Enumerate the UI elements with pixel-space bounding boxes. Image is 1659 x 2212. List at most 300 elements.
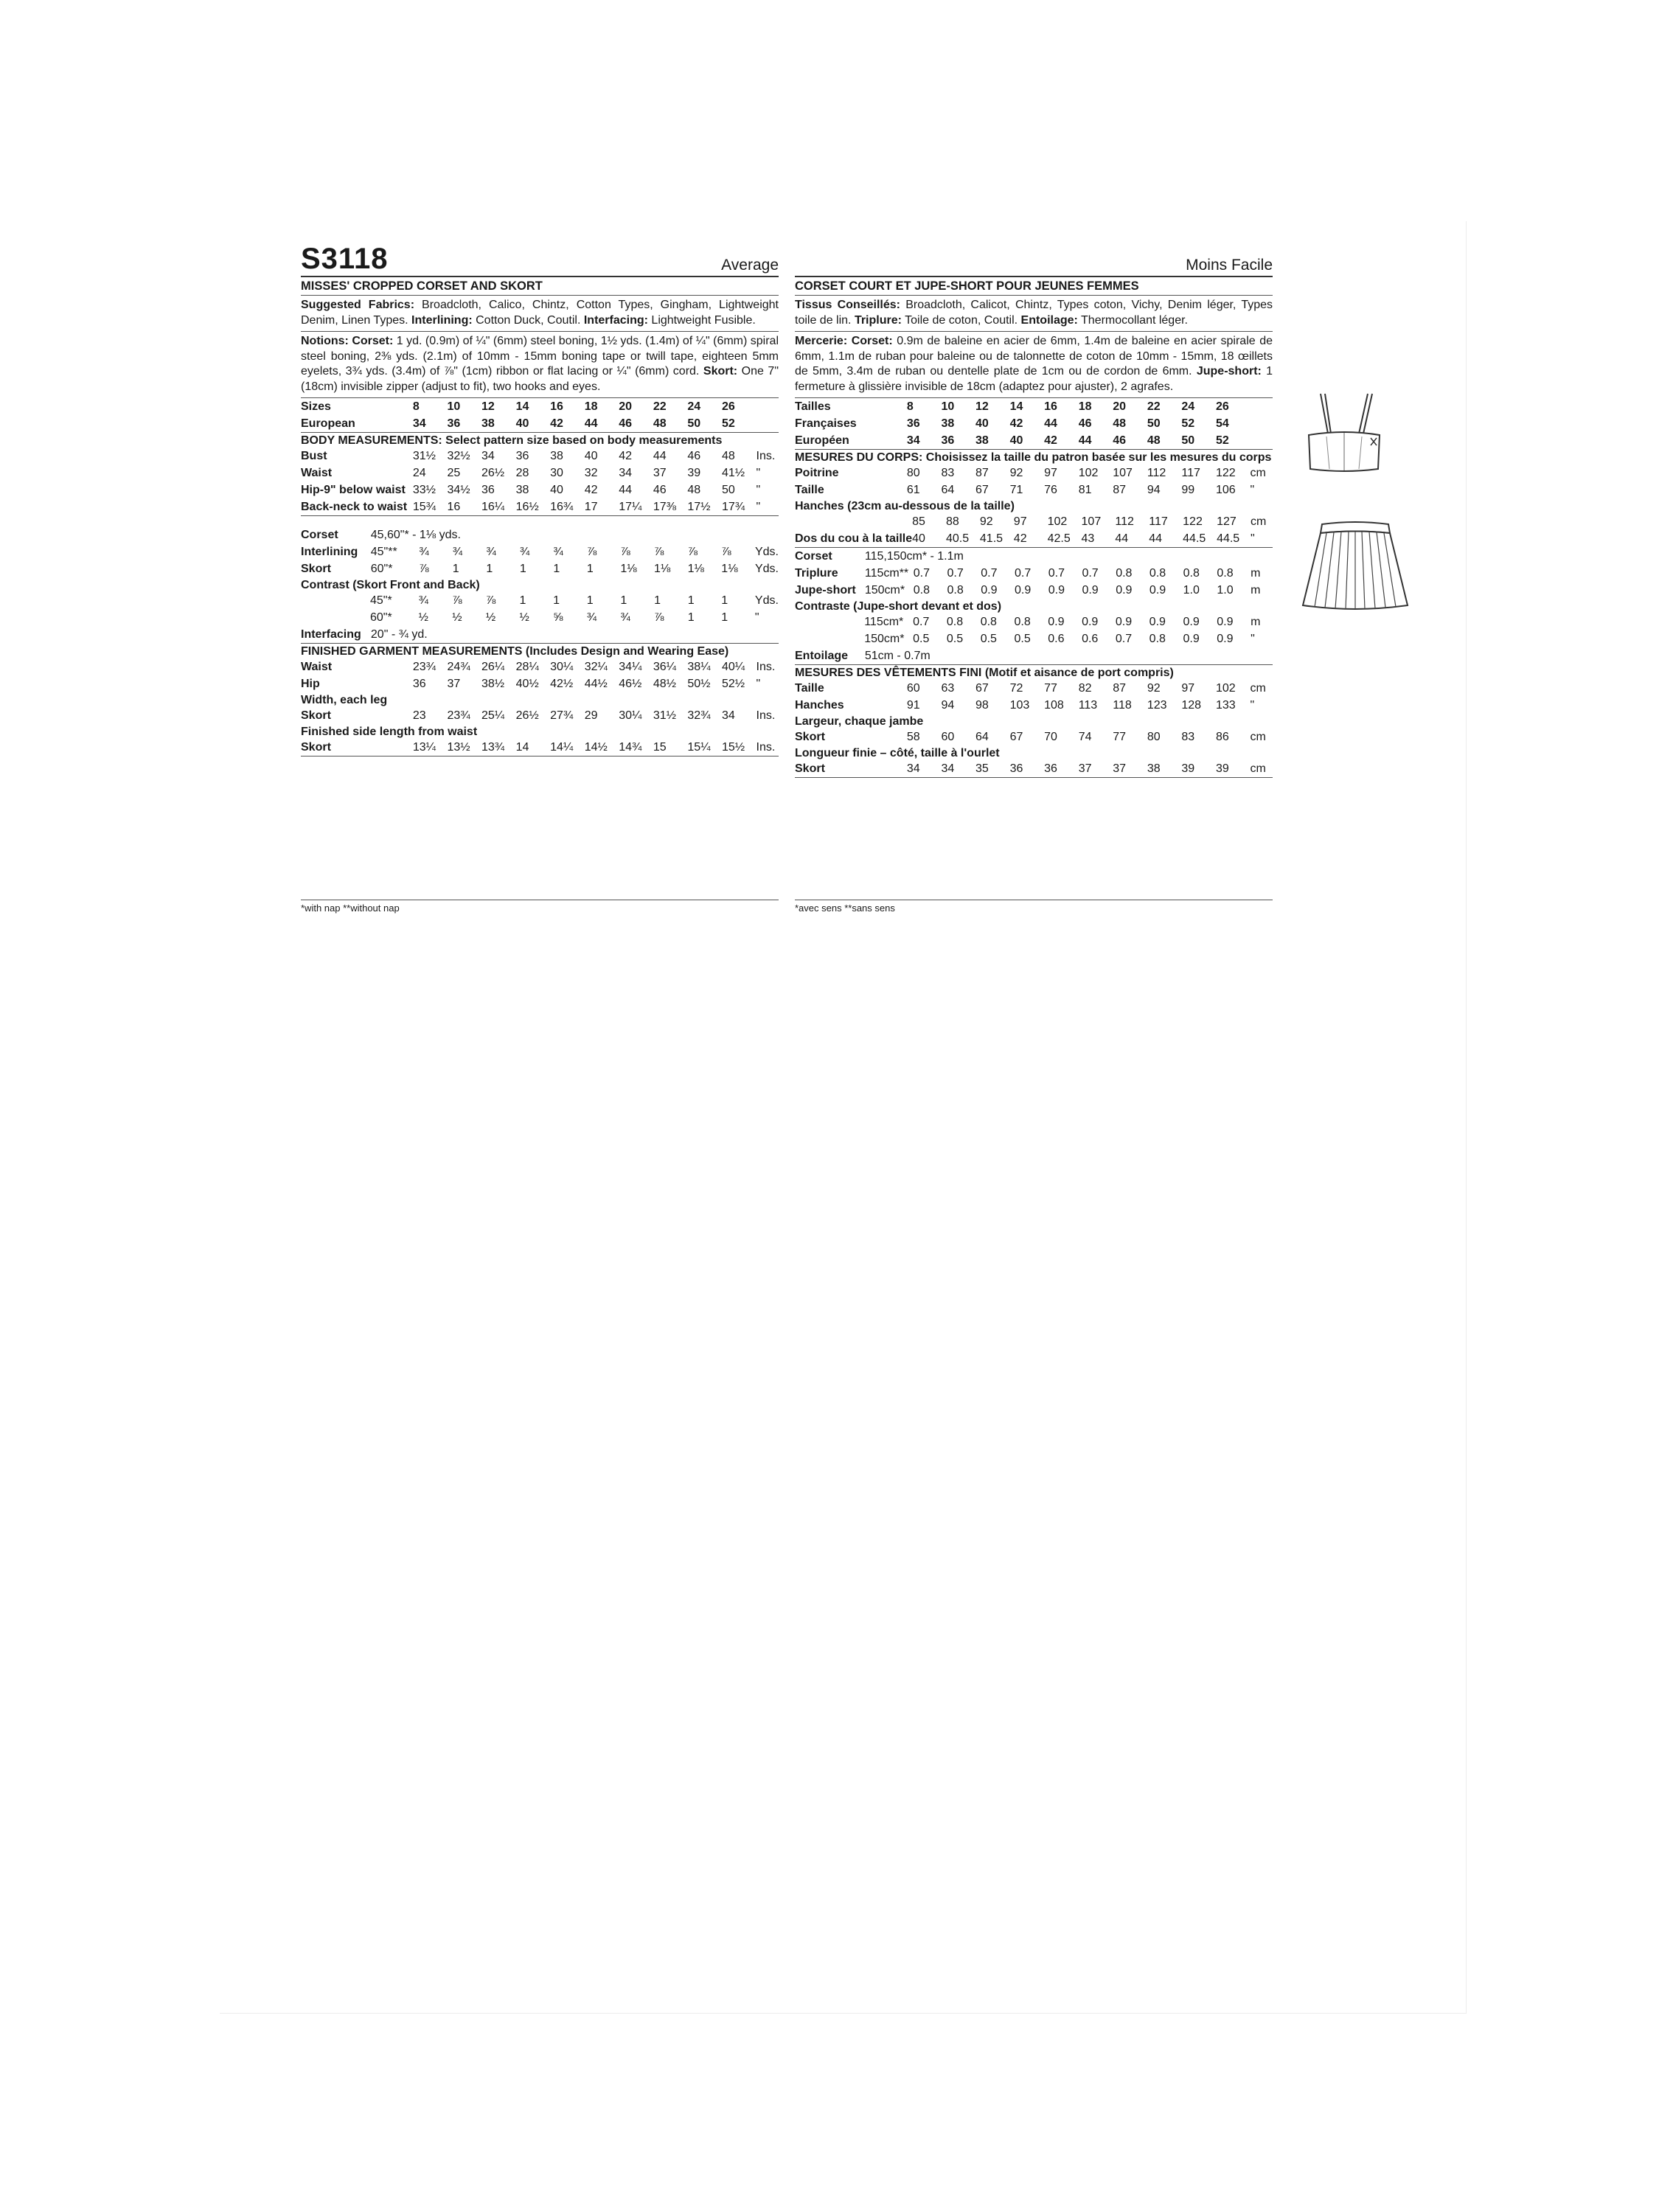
- unit-cell: ": [1250, 484, 1255, 496]
- value-cell: 36: [1044, 762, 1057, 775]
- notions: Notions: Corset: 1 yd. (0.9m) of ¼" (6mm) steel boning, 1½ yds. (1.4m) of ¼" (6mm) spiral steel boning, 2⅜ yds. (2.1m) of 10mm - 15mm boning tape or twill tape, eighteen 5mm eyelets, 3¾ yds. (3.4m) of ⅞" (1cm) ribbon or flat lacing or ¼" (6mm) cord. Skort: One 7" (18cm) invisible zipper (adjust to fit), two hooks and eyes.: [301, 332, 779, 398]
- unit-cell: Ins.: [756, 661, 776, 673]
- value-cell: ½: [485, 611, 496, 624]
- value-cell: 0.8: [1149, 633, 1166, 645]
- table-row: [301, 707, 779, 724]
- header-english: [301, 221, 779, 277]
- value-cell: 117: [1149, 515, 1168, 528]
- value-cell: ¾: [486, 546, 496, 558]
- value-cell: ⅞: [654, 611, 664, 624]
- value-cell: ⅞: [452, 594, 462, 607]
- value-cell: 36: [1009, 762, 1023, 775]
- value-cell: 0.8: [1149, 567, 1166, 580]
- value-cell: 0.7: [947, 567, 964, 580]
- size-cell: 44: [584, 417, 598, 430]
- value-cell: 1: [586, 594, 594, 607]
- value-cell: 42½: [550, 678, 574, 690]
- row-label: Interlining: [301, 546, 358, 558]
- row-label: Entoilage: [795, 650, 849, 662]
- row-label: [301, 609, 370, 626]
- value-cell: 48½: [653, 678, 676, 690]
- row-label: Bust: [301, 450, 327, 462]
- value-cell: 1: [721, 611, 728, 624]
- value-cell: 1: [553, 594, 560, 607]
- value-cell: 38: [515, 484, 529, 496]
- size-cell: 22: [653, 400, 667, 413]
- value-cell: 70: [1044, 731, 1057, 743]
- value-cell: 44: [619, 484, 633, 496]
- value-cell: ¾: [586, 611, 597, 624]
- unit-cell: ": [1250, 532, 1255, 545]
- value-cell: 0.9: [1183, 633, 1200, 645]
- value-cell: 103: [1009, 699, 1030, 712]
- value-cell: 102: [1047, 515, 1068, 528]
- value-cell: ¾: [620, 611, 630, 624]
- value-cell: 99: [1181, 484, 1195, 496]
- value-cell: 71: [1009, 484, 1023, 496]
- value-cell: 0.9: [1082, 616, 1099, 628]
- value-cell: 17¼: [619, 501, 642, 513]
- value-cell: 36: [515, 450, 529, 462]
- contrast-title-french: Contraste (Jupe-short devant et dos): [795, 600, 1002, 613]
- row-label: Taille: [795, 484, 824, 496]
- value-cell: 17⅜: [653, 501, 676, 513]
- value-cell: 36¼: [653, 661, 676, 673]
- value-cell: 1: [620, 594, 627, 607]
- value-cell: ⅝: [553, 611, 563, 624]
- value-cell: 0.9: [1048, 616, 1065, 628]
- value-cell: 23¾: [412, 661, 437, 673]
- size-cell: 36: [906, 417, 920, 430]
- value-cell: 107: [1081, 515, 1102, 528]
- value-cell: 83: [1181, 731, 1195, 743]
- value-cell: 112: [1147, 467, 1166, 479]
- table-row: [795, 697, 1273, 714]
- value-cell: 37: [1113, 762, 1127, 775]
- value-cell: 67: [975, 484, 989, 496]
- value-cell: ⅞: [485, 594, 496, 607]
- yardage-french: [795, 548, 1273, 665]
- row-label: [795, 613, 864, 630]
- value-cell: 97: [1013, 515, 1027, 528]
- suggested-fabrics: Suggested Fabrics: Broadcloth, Calico, Chintz, Cotton Types, Gingham, Lightweight Denim, Linen Types. Interlining: Cotton Duck, Coutil. Interfacing: Lightweight Fusible.: [301, 296, 779, 332]
- value-cell: 0.8: [1014, 616, 1031, 628]
- value-cell: 0.9: [1149, 584, 1166, 597]
- value-cell: 40.5: [945, 532, 970, 545]
- table-row: [301, 526, 779, 543]
- row-label: [301, 592, 370, 609]
- row-width: 115,150cm* - 1.1m: [864, 550, 964, 563]
- unit-cell: Yds.: [754, 594, 779, 607]
- value-cell: 42: [1013, 532, 1027, 545]
- unit-cell: [1251, 415, 1273, 432]
- table-row: [301, 543, 779, 560]
- value-cell: 91: [906, 699, 920, 712]
- value-cell: 1: [553, 563, 560, 575]
- length-title-french: Longueur finie – côté, taille à l'ourlet: [795, 747, 1000, 759]
- unit-cell: [757, 398, 779, 415]
- body-measurements-title-french: MESURES DU CORPS: Choisissez la taille du patron basée sur les mesures du corps: [795, 451, 1272, 464]
- row-label: Jupe-short: [795, 584, 856, 597]
- table-row: [795, 647, 1273, 664]
- value-cell: 1: [586, 563, 594, 575]
- sizes-table-french: [795, 398, 1273, 450]
- value-cell: 0.7: [1082, 567, 1099, 580]
- table-row: [301, 626, 779, 643]
- row-label: Skort: [795, 731, 825, 743]
- value-cell: 35: [975, 762, 989, 775]
- value-cell: 17½: [687, 501, 711, 513]
- value-cell: 44½: [584, 678, 608, 690]
- value-cell: 32: [584, 467, 598, 479]
- row-label: Dos du cou à la taille: [795, 532, 913, 545]
- value-cell: 86: [1215, 731, 1229, 743]
- row-label: Skort: [301, 563, 331, 575]
- unit-cell: cm: [1250, 762, 1266, 775]
- value-cell: 15¾: [412, 501, 437, 513]
- unit-cell: Yds.: [754, 546, 779, 558]
- value-cell: ¾: [452, 546, 463, 558]
- table-row: [301, 498, 779, 515]
- value-cell: 80: [906, 467, 920, 479]
- finished-title-french: MESURES DES VÊTEMENTS FINI (Motif et aisance de port compris): [795, 667, 1174, 679]
- value-cell: 44: [653, 450, 667, 462]
- value-cell: 67: [975, 682, 989, 695]
- size-cell: 26: [1215, 400, 1229, 413]
- row-label: Tailles: [795, 400, 831, 413]
- value-cell: 123: [1147, 699, 1167, 712]
- unit-cell: Ins.: [756, 450, 776, 462]
- value-cell: 0.7: [913, 616, 930, 628]
- value-cell: 0.9: [1217, 633, 1234, 645]
- value-cell: 0.8: [980, 616, 997, 628]
- value-cell: 67: [1009, 731, 1023, 743]
- value-cell: 27¾: [550, 709, 574, 722]
- size-cell: 8: [906, 400, 914, 413]
- size-cell: 48: [653, 417, 667, 430]
- table-row: [795, 398, 1273, 415]
- value-cell: 14¼: [550, 741, 574, 754]
- footnote-french: *avec sens **sans sens: [795, 900, 1273, 914]
- value-cell: 0.6: [1082, 633, 1099, 645]
- value-cell: 30: [550, 467, 563, 479]
- value-cell: 31½: [412, 450, 437, 462]
- table-row: [795, 415, 1273, 432]
- value-cell: 117: [1181, 467, 1200, 479]
- value-cell: 0.8: [1116, 567, 1133, 580]
- value-cell: 87: [1113, 484, 1127, 496]
- value-cell: 133: [1215, 699, 1236, 712]
- size-cell: 42: [1009, 417, 1023, 430]
- row-width: 60"*: [369, 611, 392, 624]
- size-cell: 44: [1044, 417, 1057, 430]
- value-cell: 98: [975, 699, 989, 712]
- table-row: [301, 560, 779, 577]
- value-cell: ¾: [419, 546, 429, 558]
- size-cell: 18: [584, 400, 598, 413]
- table-row: [795, 582, 1273, 599]
- value-cell: 30¼: [550, 661, 574, 673]
- value-cell: 16¼: [481, 501, 505, 513]
- unit-cell: [1251, 432, 1273, 450]
- value-cell: 16½: [515, 501, 539, 513]
- table-row: [795, 565, 1273, 582]
- unit-cell: Yds.: [754, 563, 779, 575]
- value-cell: 0.8: [946, 616, 964, 628]
- value-cell: 29: [584, 709, 598, 722]
- value-cell: 40: [912, 532, 925, 545]
- value-cell: ⅞: [721, 546, 731, 558]
- unit-cell: ": [756, 484, 761, 496]
- unit-cell: ": [754, 611, 759, 624]
- value-cell: 15: [653, 741, 667, 754]
- value-cell: 0.9: [1115, 616, 1133, 628]
- unit-cell: m: [1251, 567, 1261, 580]
- value-cell: 128: [1181, 699, 1202, 712]
- row-label: Skort: [795, 762, 825, 775]
- size-cell: 42: [550, 417, 563, 430]
- value-cell: 0.9: [981, 584, 998, 597]
- row-label: Skort: [301, 741, 331, 754]
- value-cell: 38¼: [687, 661, 711, 673]
- body-measurements-french: [795, 450, 1273, 548]
- value-cell: 34½: [447, 484, 470, 496]
- value-cell: ⅞: [419, 563, 429, 575]
- value-cell: 0.7: [1048, 567, 1065, 580]
- size-cell: 44: [1078, 434, 1092, 447]
- size-cell: 52: [1215, 434, 1229, 447]
- footnote-english: *with nap **without nap: [301, 900, 779, 914]
- width-title-french: Largeur, chaque jambe: [795, 715, 924, 728]
- size-cell: 38: [941, 417, 955, 430]
- value-cell: 34: [941, 762, 955, 775]
- table-row: [795, 548, 1273, 565]
- value-cell: 37: [653, 467, 667, 479]
- value-cell: 1: [452, 563, 459, 575]
- size-cell: 18: [1078, 400, 1092, 413]
- row-label: Sizes: [301, 400, 331, 413]
- value-cell: 81: [1078, 484, 1092, 496]
- value-cell: 1⅛: [620, 563, 637, 575]
- value-cell: 1⅛: [687, 563, 704, 575]
- value-cell: 44: [1149, 532, 1163, 545]
- table-row: [301, 739, 779, 756]
- value-cell: 64: [941, 484, 955, 496]
- value-cell: 92: [1147, 682, 1161, 695]
- table-row: [301, 675, 779, 692]
- size-cell: 52: [721, 417, 735, 430]
- finished-title: FINISHED GARMENT MEASUREMENTS (Includes Design and Wearing Ease): [301, 645, 729, 658]
- corset-sketch: [1300, 392, 1388, 473]
- size-cell: 14: [515, 400, 529, 413]
- row-label: Waist: [301, 467, 333, 479]
- value-cell: 34: [906, 762, 920, 775]
- unit-cell: cm: [1250, 467, 1266, 479]
- unit-cell: Ins.: [756, 741, 776, 754]
- value-cell: 0.5: [946, 633, 964, 645]
- size-cell: 40: [1009, 434, 1023, 447]
- value-cell: 0.7: [913, 567, 931, 580]
- value-cell: 0.9: [1116, 584, 1133, 597]
- value-cell: 92: [979, 515, 993, 528]
- row-width: 45"*: [369, 594, 392, 607]
- value-cell: 122: [1215, 467, 1236, 479]
- value-cell: 102: [1078, 467, 1099, 479]
- value-cell: 97: [1181, 682, 1195, 695]
- value-cell: 40: [584, 450, 598, 462]
- table-row: [795, 630, 1273, 647]
- row-label: [795, 513, 912, 530]
- size-cell: 38: [481, 417, 495, 430]
- value-cell: 40½: [515, 678, 539, 690]
- sizes-table: [301, 398, 779, 433]
- value-cell: ⅞: [687, 546, 698, 558]
- value-cell: 1⅛: [654, 563, 671, 575]
- unit-cell: ": [756, 467, 761, 479]
- row-label: Back-neck to waist: [301, 501, 408, 513]
- unit-cell: cm: [1250, 515, 1267, 528]
- value-cell: 76: [1044, 484, 1057, 496]
- value-cell: 36: [481, 484, 495, 496]
- size-cell: 20: [619, 400, 633, 413]
- value-cell: 42: [584, 484, 598, 496]
- value-cell: 50: [721, 484, 735, 496]
- finished-measurements: [301, 644, 779, 757]
- value-cell: ¾: [553, 546, 563, 558]
- size-cell: 16: [550, 400, 563, 413]
- value-cell: 0.5: [980, 633, 997, 645]
- table-row: [795, 513, 1273, 530]
- value-cell: 44: [1115, 532, 1129, 545]
- value-cell: 1.0: [1217, 584, 1234, 597]
- value-cell: 44.5: [1217, 532, 1240, 545]
- width-title: Width, each leg: [301, 694, 388, 706]
- contrast-title: Contrast (Skort Front and Back): [301, 579, 480, 591]
- size-cell: 48: [1147, 434, 1161, 447]
- difficulty-level-french: Moins Facile: [1186, 257, 1273, 274]
- value-cell: 72: [1009, 682, 1023, 695]
- row-width: 115cm*: [864, 616, 904, 628]
- row-width: 20" - ¾ yd.: [370, 628, 428, 641]
- value-cell: 0.8: [947, 584, 964, 597]
- table-row: [301, 465, 779, 481]
- value-cell: ½: [452, 611, 462, 624]
- value-cell: 82: [1078, 682, 1092, 695]
- unit-cell: ": [1250, 699, 1255, 712]
- size-cell: 46: [619, 417, 633, 430]
- value-cell: 0.6: [1048, 633, 1065, 645]
- value-cell: 28¼: [515, 661, 539, 673]
- row-label: Taille: [795, 682, 824, 695]
- size-cell: 26: [721, 400, 735, 413]
- unit-cell: [1251, 398, 1273, 415]
- value-cell: 112: [1115, 515, 1134, 528]
- value-cell: 37: [1078, 762, 1092, 775]
- value-cell: 32¾: [687, 709, 711, 722]
- value-cell: 102: [1215, 682, 1236, 695]
- value-cell: 36: [412, 678, 426, 690]
- value-cell: 26¼: [481, 661, 505, 673]
- value-cell: 94: [941, 699, 955, 712]
- value-cell: 38: [550, 450, 563, 462]
- value-cell: 94: [1147, 484, 1161, 496]
- size-cell: 36: [447, 417, 461, 430]
- value-cell: 39: [687, 467, 701, 479]
- row-label: Skort: [301, 709, 331, 722]
- value-cell: 1⅛: [721, 563, 738, 575]
- notions-french: Mercerie: Corset: 0.9m de baleine en acier de 6mm, 1.4m de baleine en acier spirale de 6mm, 1.1m de ruban pour baleine ou de talonnette de coton de 10mm - 15mm, 18 œillets de 5mm, 3.4m de ruban ou dentelle plate de 1cm ou de cordon de 6mm. Jupe-short: 1 fermeture à glissière invisible de 18cm (adaptez pour ajuster), 2 agrafes.: [795, 332, 1273, 398]
- value-cell: 14¾: [619, 741, 642, 754]
- french-column: [795, 221, 1273, 778]
- value-cell: 30¼: [619, 709, 642, 722]
- value-cell: 26½: [515, 709, 539, 722]
- row-label: Hip-9" below waist: [301, 484, 406, 496]
- value-cell: 41½: [721, 467, 745, 479]
- unit-cell: cm: [1250, 682, 1266, 695]
- value-cell: 74: [1078, 731, 1092, 743]
- value-cell: 39: [1215, 762, 1229, 775]
- garment-title: MISSES' CROPPED CORSET AND SKORT: [301, 277, 779, 296]
- size-cell: 38: [975, 434, 989, 447]
- suggested-fabrics-french: Tissus Conseillés: Broadcloth, Calicot, Chintz, Types coton, Vichy, Denim léger, Types toile de lin. Triplure: Toile de coton, Coutil. Entoilage: Thermocollant léger.: [795, 296, 1273, 332]
- value-cell: 15½: [721, 741, 745, 754]
- table-row: [795, 481, 1273, 498]
- english-column: [301, 221, 779, 757]
- size-cell: 10: [447, 400, 461, 413]
- size-cell: 50: [687, 417, 701, 430]
- value-cell: 77: [1113, 731, 1127, 743]
- table-row: [795, 465, 1273, 481]
- value-cell: 64: [975, 731, 989, 743]
- value-cell: 48: [687, 484, 701, 496]
- value-cell: 1: [486, 563, 493, 575]
- pattern-code: S3118: [301, 243, 389, 275]
- header-french: [795, 221, 1273, 277]
- table-row: [795, 432, 1273, 450]
- body-measurements: [301, 433, 779, 516]
- size-cell: 12: [481, 400, 495, 413]
- value-cell: 16: [447, 501, 461, 513]
- value-cell: 0.9: [1149, 616, 1166, 628]
- value-cell: 1: [519, 563, 526, 575]
- value-cell: 17¾: [721, 501, 745, 513]
- value-cell: 17: [584, 501, 598, 513]
- unit-cell: ": [756, 501, 761, 513]
- value-cell: 61: [906, 484, 920, 496]
- value-cell: 118: [1113, 699, 1132, 712]
- size-cell: 22: [1147, 400, 1161, 413]
- value-cell: ¾: [519, 546, 530, 558]
- value-cell: 42: [619, 450, 633, 462]
- value-cell: 50½: [687, 678, 711, 690]
- value-cell: 80: [1147, 731, 1161, 743]
- value-cell: 34¼: [619, 661, 642, 673]
- size-cell: 50: [1181, 434, 1195, 447]
- row-width: 45,60"* - 1⅛ yds.: [370, 529, 461, 541]
- value-cell: 0.8: [1217, 567, 1234, 580]
- table-row: [301, 609, 779, 626]
- value-cell: 13½: [447, 741, 470, 754]
- unit-cell: ": [1251, 633, 1255, 645]
- value-cell: 63: [941, 682, 955, 695]
- value-cell: 52½: [721, 678, 745, 690]
- table-row: [795, 613, 1273, 630]
- size-cell: 36: [941, 434, 955, 447]
- value-cell: 1: [519, 594, 526, 607]
- size-cell: 20: [1113, 400, 1127, 413]
- table-row: [301, 415, 779, 433]
- row-label: [795, 630, 864, 647]
